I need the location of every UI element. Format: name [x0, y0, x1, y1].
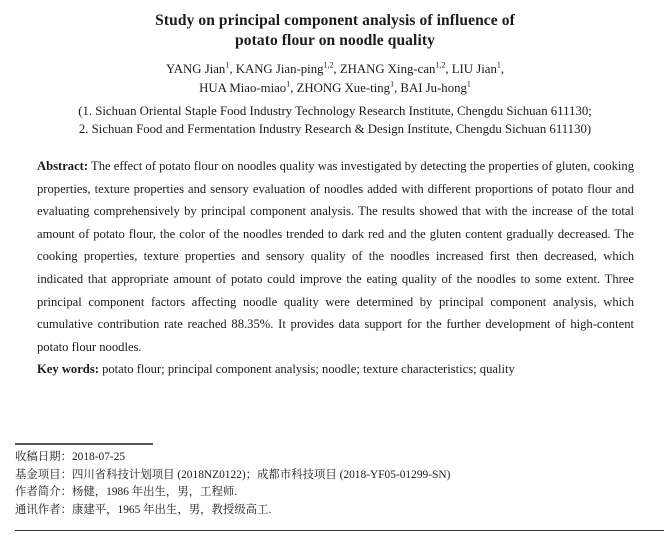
paper-page [0, 11, 670, 539]
footnotes-section [0, 443, 670, 531]
keywords-label: Key words: [37, 362, 99, 377]
title-line-1: Study on principal component analysis of influence of [155, 12, 515, 29]
footnote-corresponding-author: 通讯作者：康建平，1965 年出生，男，教授级高工. [15, 503, 272, 516]
keywords-line [37, 358, 634, 381]
affiliation-line-2: 2. Sichuan Food and Fermentation Industry Research & Design Institute, Chengdu Sichuan 611130) [78, 122, 592, 136]
title-line-2: potato flour on noodle quality [235, 32, 435, 49]
abstract-paragraph [37, 155, 634, 358]
footnote-fund-project: 基金项目：四川省科技计划项目 (2018NZ0122)；成都市科技项目 (2018-YF05-01299-SN) [15, 468, 451, 481]
footnote-separator-rule [15, 443, 153, 445]
page-bottom-rule [15, 530, 664, 531]
affiliation-line-1: (1. Sichuan Oriental Staple Food Industry Technology Research Institute, Chengdu Sichuan 611130; [78, 104, 592, 118]
abstract-section [37, 155, 634, 381]
paper-title [0, 11, 670, 51]
abstract-label: Abstract: [37, 159, 89, 173]
keywords-text: potato flour; principal component analysis; noodle; texture characteristics; quality [98, 362, 515, 377]
footnote-received-date: 收稿日期：2018-07-25 [15, 451, 126, 463]
abstract-text: The effect of potato flour on noodles quality was investigated by detecting the properties of gluten, cooking properties, texture properties and sensory evaluation of noodles added with different proportions of potato flour and evaluating comprehensively by principal component analysis. The results showed that with the increase of the total amount of potato flour, the color of the noodles trended to dark red and the gluten content gradually decreased. The cooking properties, texture properties and sensory quality of the noodles increased first then decreased, which indicated that appropriate amount of potato could improve the eating quality of the noodles to some extent. Three principal component factors affecting noodle quality were determined by principal component analysis, which cumulative contribution rate reached 88.35%. It provides data support for the further development of high-content potato flour noodles. [37, 159, 634, 354]
authors-line-1: YANG Jian$^1$, KANG Jian-ping$^{1,2}$, ZHANG Xing-can$^{1,2}$, LIU Jian$^1$, [165, 60, 505, 76]
authors-line-2: HUA Miao-miao$^1$, ZHONG Xue-ting$^1$, BAI Ju-hong$^1$ [199, 79, 471, 95]
footnote-author-bio: 作者简介：杨健，1986 年出生，男，工程师. [15, 486, 238, 499]
